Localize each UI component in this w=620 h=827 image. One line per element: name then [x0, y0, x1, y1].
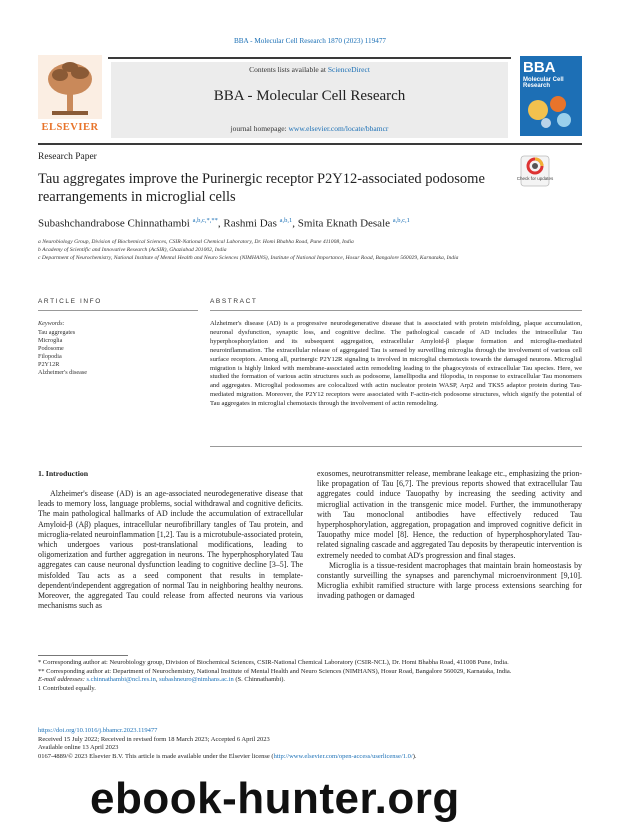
author-name[interactable]: Rashmi Das	[223, 217, 277, 230]
license-line	[38, 753, 582, 762]
sciencedirect-link[interactable]: ScienceDirect	[327, 65, 370, 74]
keyword: Microglia	[38, 337, 63, 344]
journal-title: BBA - Molecular Cell Research	[213, 88, 406, 104]
affiliation-a: a Neurobiology Group, Division of Biochemical Sciences, CSIR-National Chemical Laboratory, Dr. Homi Bhabha Road, Pune 411008, India	[38, 239, 354, 245]
check-for-updates-icon[interactable]	[520, 155, 550, 187]
license-suffix: ).	[412, 752, 417, 760]
email-link[interactable]: subashneuro@nimhans.ac.in	[159, 676, 234, 683]
corresponding-author-1: * Corresponding author at: Neurobiology group, Division of Biochemical Sciences, CSIR-National Chemical Laboratory (CSIR-NCL), Dr. Homi Bhabha Road, 411008 Pune, India.	[38, 659, 509, 666]
author-name[interactable]: Smita Eknath Desale	[297, 217, 391, 230]
journal-cover-text	[523, 60, 579, 89]
author-list	[38, 217, 598, 230]
author-separator: ,	[217, 217, 224, 230]
footnotes	[38, 659, 582, 693]
author-separator: ,	[292, 217, 298, 230]
license-prefix: 0167-4889/© 2023 Elsevier B.V. This article is made available under the Elsevier license (	[38, 752, 274, 760]
article-info-rule	[38, 310, 198, 311]
author-affiliation-marks[interactable]: a,b,c,1	[392, 217, 410, 224]
keyword: Podosome	[38, 345, 64, 352]
abstract-bottom-rule	[210, 446, 582, 447]
article-info-heading: ARTICLE INFO	[38, 298, 102, 305]
cover-title: BBA	[523, 59, 556, 76]
email-separator: ,	[155, 676, 160, 683]
email-label: E-mail addresses:	[38, 676, 87, 683]
available-online: Available online 13 April 2023	[38, 744, 119, 751]
email-owner: (S. Chinnathambi).	[233, 676, 285, 683]
contents-prefix: Contents lists available at	[249, 65, 328, 74]
cover-subtitle: Molecular Cell Research	[523, 77, 564, 89]
cover-artwork	[524, 90, 578, 130]
intro-paragraph: Alzheimer's disease (AD) is an age-associated neurodegenerative disease that leads to memory loss, language problems, social withdrawal and cognitive deficits. The main pathological hallmarks of AD include the accumulation of extracellular Amyloid-β (Aβ) plaques, intracellular neurofibrillary tangles of Tau protein, and microglia-related neuroinflammation [1,2]. Tau is a microtubule-associated protein, which undergoes various post-translational modifications, leading to oligomerization and further aggregation in neurons. The hyperphosphorylated Tau aggregates can cause neuronal dysfunction leading to cognitive decline [3–5]. The misfolded Tau acts as a seed component that results in template-dependent/independent aggregation of normal Tau in neighboring healthy neurons. Moreover, the aggregated Tau could release from affected neurons via various mechanisms such as	[38, 489, 303, 611]
journal-homepage-line	[111, 124, 508, 133]
article-title: Tau aggregates improve the Purinergic receptor P2Y12-associated podosome rearrangements in microglial cells	[38, 171, 485, 205]
intro-paragraph: Microglia is a tissue-resident macrophages that maintain brain homeostasis by constantly surveilling the synapses and parenchymal microenvironment [9,10]. Microglia exhibit ramified structure with large process extensions searching for invading pathogen or damaged	[317, 560, 582, 601]
contents-line	[111, 65, 508, 74]
author-name[interactable]: Subashchandrabose Chinnathambi	[38, 217, 190, 230]
email-link[interactable]: s.chinnathambi@ncl.res.in	[86, 676, 156, 683]
keyword: Alzheimer's disease	[38, 369, 88, 376]
watermark-text: ebook-hunter.org	[90, 774, 460, 823]
keywords-list	[38, 329, 87, 377]
abstract-text: Alzheimer's disease (AD) is a progressive neurodegenerative disease that is associated with protein misfolding, plaque accumulation, neuronal dysfunction, synaptic loss, and cognitive decline. The pathological cascade of AD includes the intracellular Tau hyperphosphorylation and its subsequent aggregation, extracellular Amyloid-β plaque formation and microglia-mediated neuroinflammation. The extracellular release of aggregated Tau is sensed by surveilling microglia through the involvement of various cell surface receptors. Among all, purinergic P2Y12R signaling is involved in microglial chemotaxis towards the damaged neurons. Microglial migration is highly linked with membrane-associated actin remodeling leading to the phagocytosis of extracellular Tau species. Here, we studied the formation of various actin structures such as podosome, lamellipodia and filopodia, in response to extracellular Tau monomers and aggregates. Microglial podosomes are colocalized with actin nucleator protein WASP, Arp2 and TKS5 adaptor protein during Tau-mediated migration. Moreover, the P2Y12 receptors were associated with F-actin-rich podosome structures, which signify the potential of Tau aggregates in microglial chemotaxis through the involvement of actin remodeling.	[210, 320, 582, 408]
masthead-bottom-rule	[38, 143, 582, 145]
keyword: Tau aggregates	[38, 329, 76, 336]
keyword: P2Y12R	[38, 361, 60, 368]
author-affiliation-marks[interactable]: a,b,1	[279, 217, 293, 224]
affiliation-c: c Department of Neurochemistry, National Institute of Mental Health and Neuro Sciences (NIMHANS), Institute of National Importance, Hosur Road, Bangalore 560029, Karnataka, India	[38, 255, 459, 261]
license-link[interactable]: http://www.elsevier.com/open-access/userlicense/1.0/	[273, 752, 413, 760]
equal-contribution-note: 1 Contributed equally.	[38, 684, 96, 692]
abstract-heading: ABSTRACT	[210, 298, 258, 305]
header-rule	[108, 57, 511, 59]
intro-right-column	[317, 469, 582, 602]
email-line	[38, 676, 582, 685]
publisher-name: ELSEVIER	[41, 122, 99, 133]
publication-info	[38, 727, 582, 761]
keyword: Filopodia	[38, 353, 62, 360]
check-for-updates-label: Check for updates	[516, 176, 554, 181]
doi-link[interactable]: https://doi.org/10.1016/j.bbamcr.2023.119477	[38, 727, 158, 734]
affiliation-b: b Academy of Scientific and Innovative Research (AcSIR), Ghaziabad 201002, India	[38, 247, 227, 253]
abstract-rule	[210, 310, 582, 311]
journal-homepage-link[interactable]: www.elsevier.com/locate/bbamcr	[288, 124, 389, 133]
keywords-label: Keywords:	[38, 320, 65, 327]
journal-citation[interactable]: BBA - Molecular Cell Research 1870 (2023) 119477	[233, 37, 387, 45]
introduction-heading: 1. Introduction	[38, 469, 89, 478]
corresponding-author-2: ** Corresponding author at: Department of Neurochemistry, National Institute of Mental Health and Neuro Sciences (NIMHANS), Hosur Road, Bangalore 560029, Karnataka, India.	[38, 667, 512, 675]
intro-paragraph: exosomes, neurotransmitter release, membrane leakage etc., emphasizing the prion-like propagation of Tau [6,7]. The previous reports showed that extracellular Tau aggregates could induce Tauopathy by increasing the seeding activity and microglial activation in the transgenic mice model. Further, the immunotherapy with Tau monoclonal antibodies have effectively reduced Tau hyperphosphorylation, aggregation, propagation and improved cognitive deficit in Tauopathy mice model [8]. Hence, the reduction of hyperphosphorylated Tau-related signaling cascade and aggregated Tau deposits by therapeutic intervention is extremely needed to combat AD's progression and final stages.	[317, 469, 582, 560]
received-dates: Received 15 July 2022; Received in revised form 18 March 2023; Accepted 6 April 2023	[38, 735, 270, 743]
article-type: Research Paper	[38, 152, 97, 162]
author-affiliation-marks[interactable]: a,b,c,*,**	[192, 217, 218, 224]
footnote-rule	[38, 655, 128, 656]
homepage-prefix: journal homepage:	[230, 124, 289, 133]
intro-left-column	[38, 489, 303, 611]
